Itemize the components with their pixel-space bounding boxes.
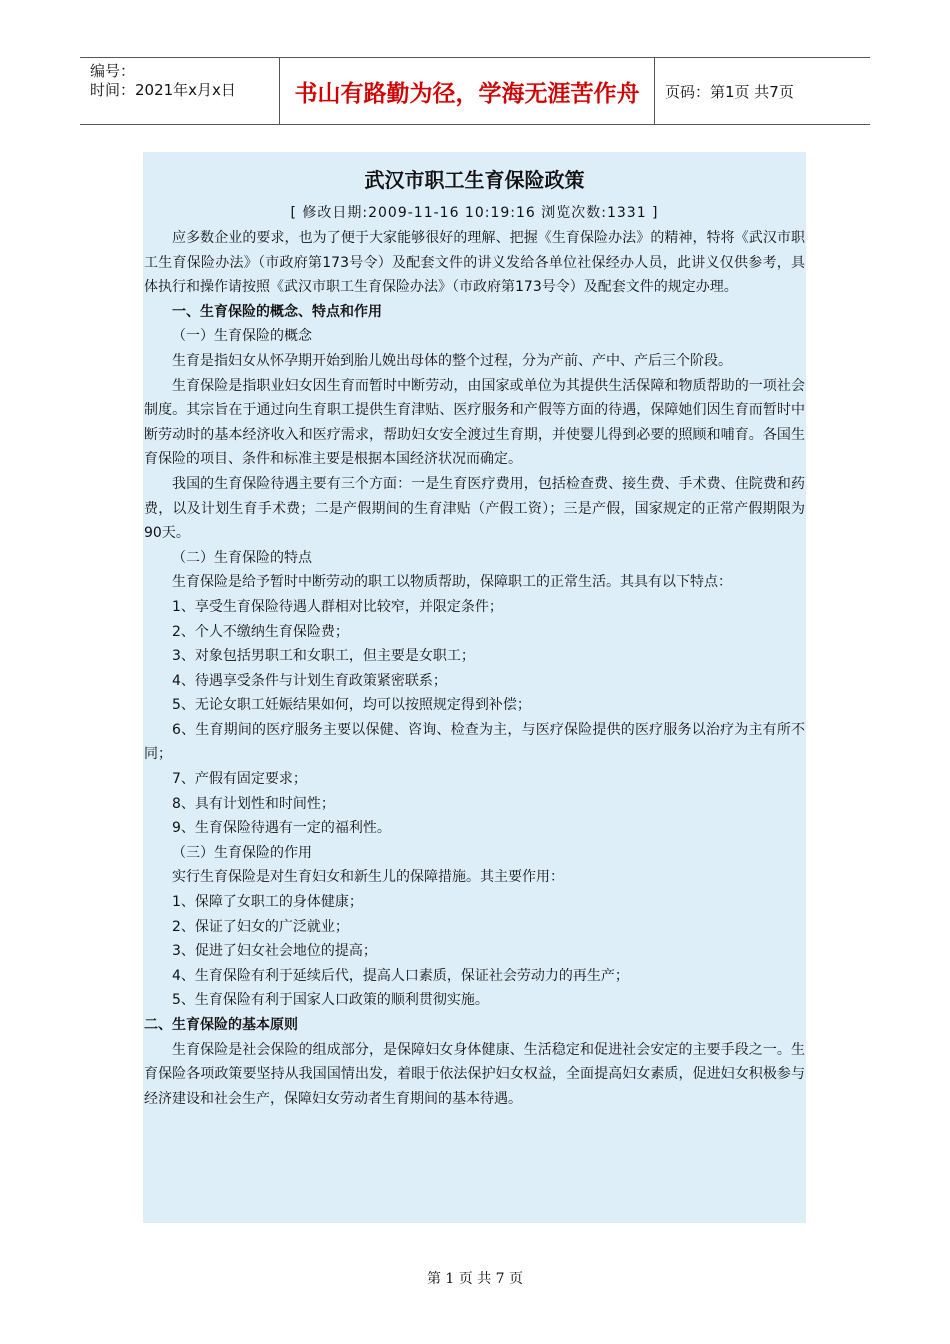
document-meta: [ 修改日期:2009-11-16 10:19:16 浏览次数:1331 ] [290,205,659,221]
header-page-label: 页码：第1页 共7页 [665,82,794,101]
list-item: 4、生育保险有利于延续后代，提高人口素质，保证社会劳动力的再生产； [172,967,629,984]
paragraph: 生育是指妇女从怀孕期开始到胎儿娩出母体的整个过程，分为产前、产中、产后三个阶段。 [172,352,732,369]
subsection-heading: （一）生育保险的概念 [172,328,312,345]
section-heading: 二、生育保险的基本原则 [144,1017,298,1033]
paragraph: 生育保险是社会保险的组成部分，是保障妇女身体健康、生活稳定和促进社会安定的主要手段之一。生育保险各项政策要坚持从我国国情出发，着眼于依法保护妇女权益，全面提高妇女素质，促进妇女积极参与经济建设和社会生产，保障妇女劳动者生育期间的基本待遇。 [144,1041,805,1107]
list-item: 6、生育期间的医疗服务主要以保健、咨询、检查为主，与医疗保险提供的医疗服务以治疗为主有所不同； [144,721,805,763]
list-item: 2、个人不缴纳生育保险费； [172,623,349,640]
paragraph: 我国的生育保险待遇主要有三个方面：一是生育医疗费用，包括检查费、接生费、手术费、住院费和药费，以及计划生育手术费；二是产假期间的生育津贴（产假工资）；三是产假，国家规定的正常产假期限为90天。 [144,475,805,542]
page-footer: 第 1 页 共 7 页 [426,1271,524,1287]
header-motto: 书山有路勤为径，学海无涯苦作舟 [280,58,655,124]
list-item: 2、保证了妇女的广泛就业； [172,918,349,935]
list-item: 3、对象包括男职工和女职工，但主要是女职工； [172,648,475,665]
subsection-heading: （三）生育保险的作用 [172,844,312,861]
header-info [80,58,280,124]
document-title: 武汉市职工生育保险政策 [364,168,585,192]
list-item: 3、促进了妇女社会地位的提高； [172,943,377,960]
list-item: 7、产假有固定要求； [172,771,307,788]
list-item: 5、生育保险有利于国家人口政策的顺利贯彻实施。 [172,992,489,1009]
paragraph: 生育保险是给予暂时中断劳动的职工以物质帮助，保障职工的正常生活。其具有以下特点： [172,574,732,591]
subsection-heading: （二）生育保险的特点 [172,549,312,566]
time-label: 时间：2021年x月x日 [90,81,236,99]
number-label: 编号： [90,62,136,80]
list-item: 8、具有计划性和时间性； [172,795,335,812]
paragraph: 实行生育保险是对生育妇女和新生儿的保障措施。其主要作用： [172,869,564,886]
list-item: 1、保障了女职工的身体健康； [172,894,363,911]
list-item: 9、生育保险待遇有一定的福利性。 [172,820,391,837]
list-item: 5、无论女职工妊娠结果如何，均可以按照规定得到补偿； [172,697,531,714]
list-item: 4、待遇享受条件与计划生育政策紧密联系； [172,672,447,689]
document-body [143,152,806,1223]
list-item: 1、享受生育保险待遇人群相对比较窄，并限定条件； [172,598,503,615]
paragraph: 应多数企业的要求，也为了便于大家能够很好的理解、把握《生育保险办法》的精神，特将《武汉市职工生育保险办法》（市政府第173号令）及配套文件的讲义发给各单位社保经办人员，此讲义仅供参考，具体执行和操作请按照《武汉市职工生育保险办法》（市政府第173号令）及配套文件的规定办理。 [144,230,805,296]
paragraph: 生育保险是指职业妇女因生育而暂时中断劳动，由国家或单位为其提供生活保障和物质帮助的一项社会制度。其宗旨在于通过向生育职工提供生育津贴、医疗服务和产假等方面的待遇，保障她们因生育而暂时中断劳动时的基本经济收入和医疗需求，帮助妇女安全渡过生育期，并使婴儿得到必要的照顾和哺育。各国生育保险的项目、条件和标准主要是根据本国经济状况而确定。 [144,377,805,468]
page-header [80,57,870,125]
section-heading: 一、生育保险的概念、特点和作用 [172,303,382,320]
